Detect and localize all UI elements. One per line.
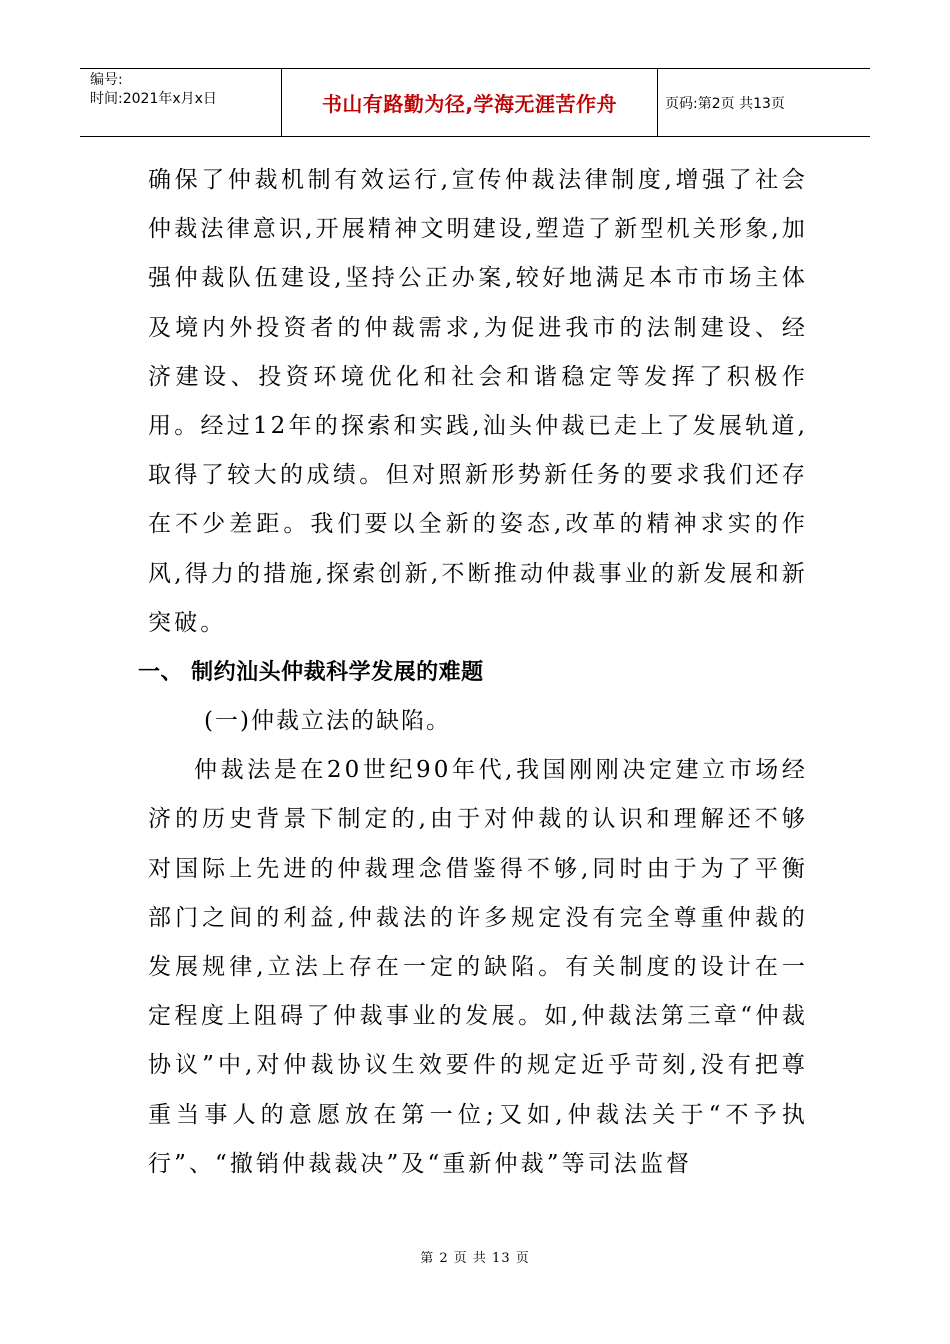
body-paragraph-2: 仲裁法是在20世纪90年代,我国刚刚决定建立市场经济的历史背景下制定的,由于对仲裁的认识和理解还不够对国际上先进的仲裁理念借鉴得不够,同时由于为了平衡部门之间的利益,仲裁法的许多规定没有完全尊重仲裁的发展规律,立法上存在一定的缺陷。有关制度的设计在一定程度上阻碍了仲裁事业的发展。如,仲裁法第三章“仲裁协议”中,对仲裁协议生效要件的规定近乎苛刻,没有把尊重当事人的意愿放在第一位;又如,仲裁法关于“不予执行”、“撤销仲裁裁决”及“重新仲裁”等司法监督 — [148, 757, 808, 1177]
document-body — [138, 156, 808, 1189]
page-footer: 第 2 页 共 13 页 — [420, 1251, 530, 1266]
page-header — [80, 68, 870, 137]
document-time-label: 时间:2021年x月x日 — [90, 91, 217, 107]
header-page-code: 页码:第2页 共13页 — [665, 95, 785, 112]
subsection-heading-1: (一)仲裁立法的缺陷。 — [204, 708, 451, 735]
header-info-cell — [80, 69, 282, 136]
document-number-label: 编号: — [90, 72, 123, 88]
body-paragraph-1: 确保了仲裁机制有效运行,宣传仲裁法律制度,增强了社会仲裁法律意识,开展精神文明建设,塑造了新型机关形象,加强仲裁队伍建设,坚持公正办案,较好地满足本市市场主体及境内外投资者的仲裁需求,为促进我市的法制建设、经济建设、投资环境优化和社会和谐稳定等发挥了积极作用。经过12年的探索和实践,汕头仲裁已走上了发展轨道,取得了较大的成绩。但对照新形势新任务的要求我们还存在不少差距。我们要以全新的姿态,改革的精神求实的作风,得力的措施,探索创新,不断推动仲裁事业的新发展和新突破。 — [148, 167, 808, 636]
header-motto: 书山有路勤为径,学海无涯苦作舟 — [282, 69, 658, 136]
section-heading-1: 一、 制约汕头仲裁科学发展的难题 — [138, 660, 484, 686]
